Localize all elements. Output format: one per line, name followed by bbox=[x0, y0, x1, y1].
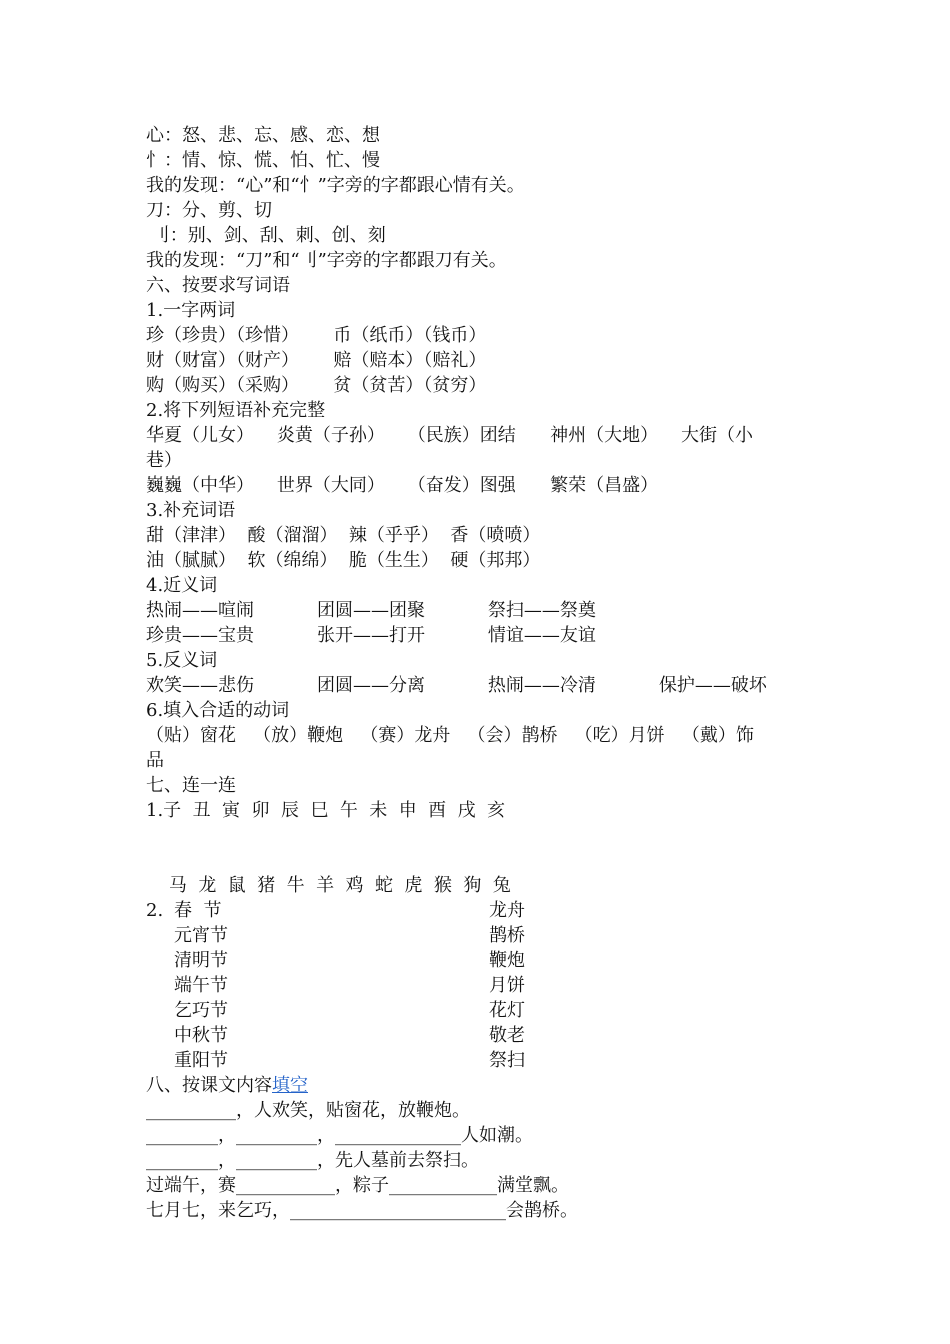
festival-name: 乞巧节 bbox=[174, 1000, 228, 1021]
radical-knife-side-line: 刂：别、剑、刮、刺、创、刻 bbox=[146, 225, 386, 246]
subsection-2-heading: 2.将下列短语补充完整 bbox=[146, 400, 326, 421]
supplement-word-row: 油（腻腻） 软（绵绵） 脆（生生） 硬（邦邦） bbox=[146, 550, 541, 571]
festival-name: 端午节 bbox=[174, 975, 228, 996]
subsection-3-heading: 3.补充词语 bbox=[146, 500, 236, 521]
festival-custom: 鞭炮 bbox=[489, 950, 525, 971]
phrase-row: 巍巍（中华） 世界（大同） （奋发）图强 繁荣（昌盛） bbox=[146, 475, 659, 496]
festival-custom: 龙舟 bbox=[489, 900, 525, 921]
section-7-heading: 七、连一连 bbox=[146, 775, 236, 796]
section-8-heading-text: 八、按课文内容 bbox=[146, 1075, 272, 1096]
festival-name: 清明节 bbox=[174, 950, 228, 971]
festival-custom: 祭扫 bbox=[489, 1050, 525, 1071]
fill-blank-line: 七月七，来乞巧，________________________会鹊桥。 bbox=[146, 1200, 578, 1221]
radical-heart-side-line: 忄：情、惊、慌、怕、忙、慢 bbox=[146, 150, 380, 171]
subsection-6-heading: 6.填入合适的动词 bbox=[146, 700, 290, 721]
festival-name: 春 节 bbox=[174, 900, 222, 921]
discovery-knife: 我的发现：“刀”和“刂”字旁的字都跟刀有关。 bbox=[146, 250, 507, 271]
festival-custom: 花灯 bbox=[489, 1000, 525, 1021]
fill-blank-line: ________，_________，______________人如潮。 bbox=[146, 1125, 533, 1146]
festival-custom: 鹊桥 bbox=[489, 925, 525, 946]
section-8-heading bbox=[146, 1073, 308, 1098]
fill-blank-line: 过端午，赛___________，粽子____________满堂飘。 bbox=[146, 1175, 569, 1196]
verb-fill-row-continued: 品 bbox=[146, 750, 164, 771]
supplement-word-row: 甜（津津） 酸（溜溜） 辣（乎乎） 香（喷喷） bbox=[146, 525, 541, 546]
zodiac-branches-row: 1.子 丑 寅 卯 辰 巳 午 未 申 酉 戌 亥 bbox=[146, 800, 506, 821]
festival-name: 重阳节 bbox=[174, 1050, 228, 1071]
radical-knife-line: 刀：分、剪、切 bbox=[146, 200, 272, 221]
phrase-row: 华夏（儿女） 炎黄（子孙） （民族）团结 神州（大地） 大街（小 bbox=[146, 425, 753, 446]
radical-heart-line: 心：怒、悲、忘、感、恋、想 bbox=[146, 125, 380, 146]
fill-blank-link[interactable]: 填空 bbox=[272, 1075, 308, 1096]
subsection-5-heading: 5.反义词 bbox=[146, 650, 218, 671]
subsection-4-heading: 4.近义词 bbox=[146, 575, 218, 596]
festival-custom: 月饼 bbox=[489, 975, 525, 996]
discovery-heart: 我的发现：“心”和“忄”字旁的字都跟心情有关。 bbox=[146, 175, 525, 196]
fill-blank-line: __________，人欢笑，贴窗花，放鞭炮。 bbox=[146, 1100, 470, 1121]
festival-name: 元宵节 bbox=[174, 925, 228, 946]
verb-fill-row: （贴）窗花 （放）鞭炮 （赛）龙舟 （会）鹊桥 （吃）月饼 （戴）饰 bbox=[146, 725, 754, 746]
phrase-row-continued: 巷） bbox=[146, 450, 182, 471]
synonym-row: 珍贵——宝贵 张开——打开 情谊——友谊 bbox=[146, 625, 596, 646]
antonym-row: 欢笑——悲伤 团圆——分离 热闹——冷清 保护——破坏 bbox=[146, 675, 767, 696]
word-pair-row: 购（购买）（采购） 贫（贫苦）（贫穷） bbox=[146, 375, 487, 396]
word-pair-row: 珍（珍贵）（珍惜） 币（纸币）（钱币） bbox=[146, 325, 487, 346]
word-pair-row: 财（财富）（财产） 赔（赔本）（赔礼） bbox=[146, 350, 487, 371]
zodiac-animals-row: 马 龙 鼠 猪 牛 羊 鸡 蛇 虎 猴 狗 兔 bbox=[146, 875, 511, 896]
subsection-1-heading: 1.一字两词 bbox=[146, 300, 236, 321]
festival-number: 2. bbox=[146, 900, 164, 921]
festival-custom: 敬老 bbox=[489, 1025, 525, 1046]
synonym-row: 热闹——喧闹 团圆——团聚 祭扫——祭奠 bbox=[146, 600, 596, 621]
section-6-heading: 六、按要求写词语 bbox=[146, 275, 290, 296]
festival-name: 中秋节 bbox=[174, 1025, 228, 1046]
fill-blank-line: ________，_________，先人墓前去祭扫。 bbox=[146, 1150, 479, 1171]
